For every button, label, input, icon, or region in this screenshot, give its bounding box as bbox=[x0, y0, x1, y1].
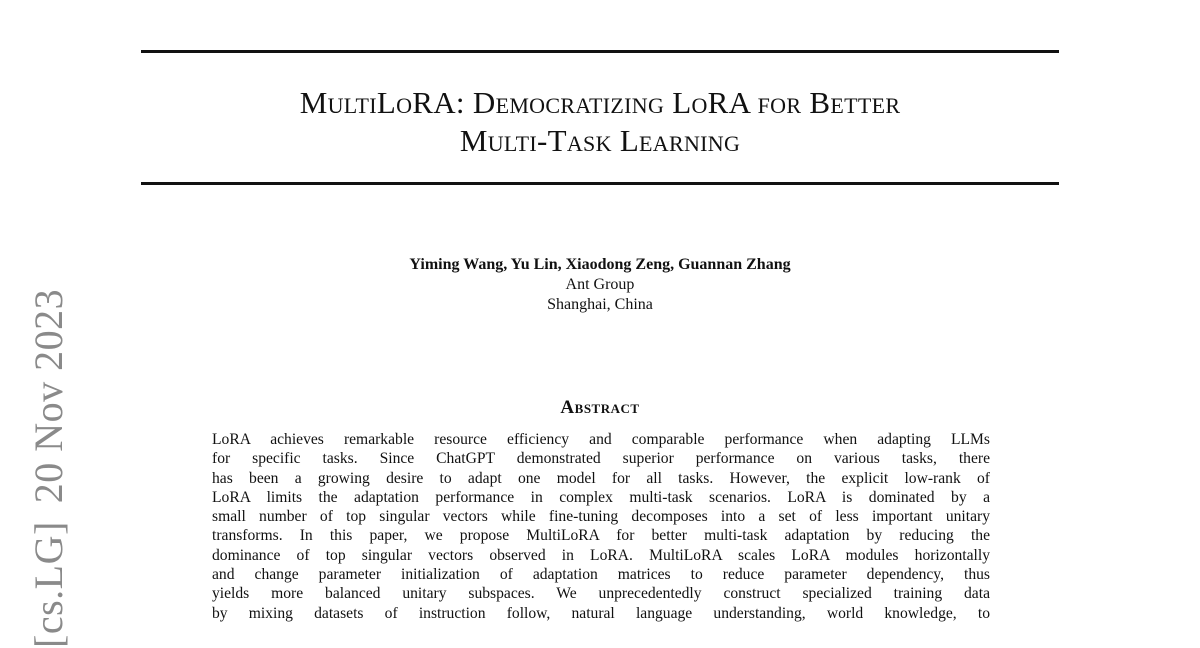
abstract-body bbox=[212, 430, 990, 623]
abstract-line: dominance of top singular vectors observed in LoRA. MultiLoRA scales LoRA modules horizontally bbox=[212, 546, 990, 564]
abstract-line: has been a growing desire to adapt one model for all tasks. However, the explicit low-rank of bbox=[212, 469, 990, 487]
abstract-line: yields more balanced unitary subspaces. We unprecedentedly construct specialized training data bbox=[212, 585, 990, 603]
paper-title-line-1: MultiLoRA: Democratizing LoRA for Better bbox=[299, 85, 901, 120]
abstract-line: and change parameter initialization of adaptation matrices to reduce parameter dependency, thus bbox=[212, 566, 990, 584]
arxiv-stamp bbox=[26, 289, 72, 648]
abstract-line: by mixing datasets of instruction follow, natural language understanding, world knowledge, to bbox=[212, 604, 990, 622]
arxiv-date: 20 Nov 2023 bbox=[26, 288, 71, 504]
abstract-line: small number of top singular vectors while fine-tuning decomposes into a set of less important unitary bbox=[212, 508, 990, 526]
arxiv-category: [cs.LG] bbox=[26, 521, 71, 648]
abstract-line: LoRA achieves remarkable resource efficiency and comparable performance when adapting LLMs bbox=[212, 431, 990, 448]
paper-title-line-2: Multi-Task Learning bbox=[459, 123, 741, 158]
abstract-line: for specific tasks. Since ChatGPT demonstrated superior performance on various tasks, there bbox=[212, 450, 990, 468]
abstract-line: transforms. In this paper, we propose MultiLoRA for better multi-task adaptation by reducing the bbox=[212, 527, 990, 545]
author-location: Shanghai, China bbox=[547, 296, 653, 313]
paper-title bbox=[141, 84, 1059, 160]
abstract-line: LoRA limits the adaptation performance in complex multi-task scenarios. LoRA is dominated by a bbox=[212, 488, 990, 506]
title-bottom-rule bbox=[141, 182, 1059, 185]
author-names: Yiming Wang, Yu Lin, Xiaodong Zeng, Guannan Zhang bbox=[409, 256, 791, 273]
abstract-heading: Abstract bbox=[560, 397, 640, 418]
author-affiliation: Ant Group bbox=[565, 276, 635, 293]
title-top-rule bbox=[141, 50, 1059, 53]
author-block bbox=[141, 255, 1059, 315]
